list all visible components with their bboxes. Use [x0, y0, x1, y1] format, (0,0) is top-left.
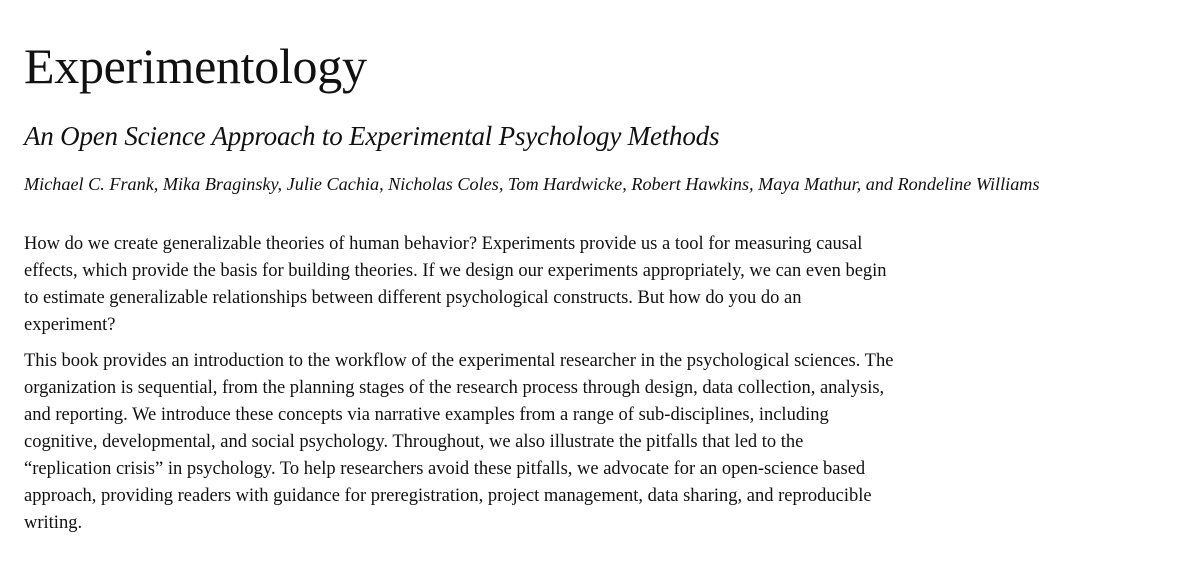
overview-paragraph: This book provides an introduction to the workflow of the experimental researcher in the psychological sciences. The organization is sequential, from the planning stages of the research process through design, data collection, analysis, and reporting. We introduce these concepts via narrative examples from a range of sub-disciplines, including cognitive, developmental, and social psychology. Throughout, we also illustrate the pitfalls that led to the “replication crisis” in psychology. To help researchers avoid these pitfalls, we advocate for an open-science based approach, providing readers with guidance for preregistration, project management, data sharing, and reproducible writing. — [24, 351, 894, 533]
author-list: Michael C. Frank, Mika Braginsky, Julie Cachia, Nicholas Coles, Tom Hardwicke, Robert Hawkins, Maya Mathur, and Rondeline Williams — [24, 174, 1040, 194]
book-description — [24, 231, 894, 537]
book-subtitle: An Open Science Approach to Experimental Psychology Methods — [24, 121, 720, 151]
book-title: Experimentology — [24, 38, 367, 94]
intro-paragraph: How do we create generalizable theories of human behavior? Experiments provide us a tool for measuring causal effects, which provide the basis for building theories. If we design our experiments appropriately, we can even begin to estimate generalizable relationships between different psychological constructs. But how do you do an experiment? — [24, 234, 887, 335]
